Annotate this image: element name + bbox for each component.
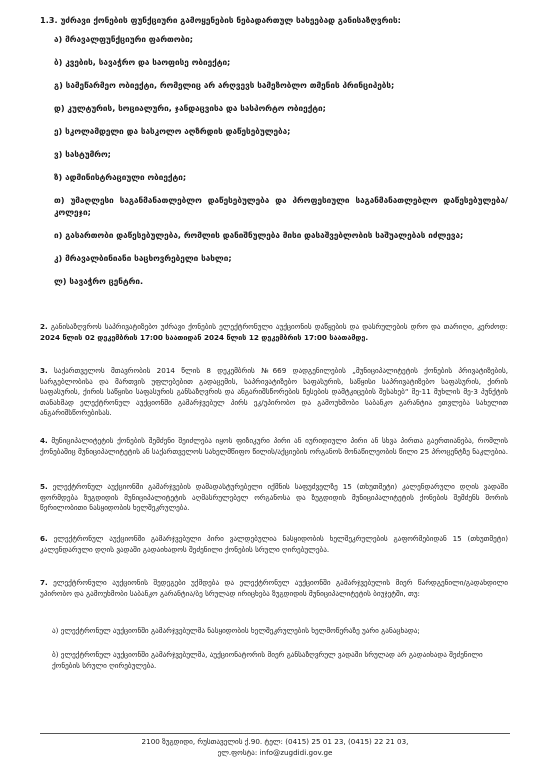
paragraph-number: 2. (40, 322, 48, 331)
list-item: ბ) კვების, სავაჭრო და საოფისე ობიექტი; (54, 57, 231, 67)
section-lead: 1.3. უძრავი ქონების ფუნქციური გამოყენების ნებადართულ სახეებად განისაზღვრის: (40, 15, 401, 25)
paragraph-3 (40, 366, 508, 419)
list-item: ზ) ადმინისტრაციული ობიექტი; (54, 172, 187, 182)
usage-types-list (40, 14, 508, 298)
paragraph-number: 4. (40, 436, 48, 445)
list-item: კ) მრავალბინიანი საცხოვრებელი სახლი; (54, 253, 232, 263)
list-item: ი) გასართობი დაწესებულება, რომლის დანიშნულება მისი დასაშვებლობის საშუალებას იძლევა; (54, 230, 464, 240)
sub-item: ბ) ელექტრონულ აუქციონში გამარჯვებულმა, აუქციონატორის მიერ განსაზღვრულ ვადაში სრულად არ გადაიხადა შეძენილი ქონების სრული ღირებულება. (52, 650, 483, 670)
list-item: ლ) სავაჭრო ცენტრი. (54, 276, 144, 286)
paragraph-number: 6. (40, 534, 48, 543)
paragraph-4 (40, 436, 508, 457)
footer-divider (40, 733, 510, 734)
paragraph-text: მუნიციპალიტეტის ქონების შემძენი შეიძლება იყოს ფიზიკური პირი ან იურიდიული პირი ან სხვა პირთა გაერთიანება, რომლის ქონებაშიც მუნიციპალიტეტის ან საქართველოს სახელმწიფო წილის/აქციების ორგანოს მონაწილეობის წილი 25 პროცენტზე ნაკლებია. (40, 436, 508, 456)
paragraph-number: 3. (40, 366, 48, 375)
paragraph-text: საქართველოს მთავრობის 2014 წლის 8 დეკემბრის №669 დადგენილების „მუნიციპალიტეტის ქონების პრივატიზების, სარგებლობისა და მართვის უფლებებით გადაცემის, საპრივატიზებო საფასურის, საწყისი საპრივატიზებო საფასურის, ქირის საფასურის, ქირის საწყისი საფასურის განსაზღვრის და ანგარიშსწორების წესების დამტკიცების შესახებ“ მე-11 მუხლის მე-3 პუნქტის თანახმად ელექტრონულ აუქციონში გამარჯვებულ პირს ეკ/უპირობო და გამოუხმობი საბანკო გარანტია ეთვლება სახელით ანგარიშსწორებისას. (40, 366, 508, 417)
paragraph-number: 7. (40, 578, 48, 587)
paragraph-2 (40, 322, 508, 343)
footer-address: 2100 ზუგდიდი, რუსთაველის ქ.90. ტელ: (0415) 25 01 23, (0415) 22 21 03, (141, 737, 409, 746)
paragraph-number: 5. (40, 482, 48, 491)
paragraph-6 (40, 534, 508, 555)
list-item: თ) უმაღლესი საგანმანათლებლო დაწესებულება და პროფესიული საგანმანათლებლო დაწესებულება/კოლეჯი; (54, 195, 508, 217)
footer-email: ელ.ფოსტა: info@zugdidi.gov.ge (217, 748, 333, 757)
list-item: ა) მრავალფუნქციური ფართობი; (54, 34, 194, 44)
list-item: გ) სამეწარმეო ობიექტი, რომელიც არ არღვევს სამეზობლო თმენის პრინციპებს; (54, 80, 395, 90)
paragraph-text: განისაზღვროს საპრივატიზებო უძრავი ქონების ელექტრონული აუქციონის დაწყების და დასრულების დრო და თარიღი, კერძოდ: (50, 322, 508, 331)
paragraph-7 (40, 578, 508, 599)
paragraph-text: ელექტრონული აუქციონის შედეგები უქმდება და ელექტრონულ აუქციონში გამარჯვებულის მიერ წარდგენილი/გადახდილი უპირობო და გამოუხმობი საბანკო გარანტია/ბე სრულად ირიცხება ზუგდიდის მუნიციპალიტეტის ბიუჯეტში, თუ: (40, 578, 508, 598)
paragraph-text: ელექტრონულ აუქციონში გამარჯვების დამადასტურებელი იქმნის საფუძველზე 15 (თხუთმეტი) კალენდარული დღის ვადაში ფორმდება ზუგდიდის მუნიციპალიტეტის აღმასრულებელ ორგანოსა და ზუგდიდის მუნიციპალიტეტის ქონების შემძენს შორის წერილობითი ნასყიდობის ხელშეკრულება. (40, 482, 508, 512)
paragraph-5 (40, 482, 508, 514)
auction-dates: 2024 წლის 02 დეკემბრის 17:00 საათიდან 2024 წლის 12 დეკემბრის 17:00 საათამდე. (40, 332, 369, 342)
sub-item: ა) ელექტრონულ აუქციონში გამარჯვებულმა ნასყიდობის ხელშეკრულების ხელმოწერაზე უარი განაცხადა; (52, 626, 420, 635)
paragraph-text: ელექტრონულ აუქციონში გამარჯვებული პირი ვალდებულია ნასყიდობის ხელშეკრულების გაფორმებიდან 15 (თხუთმეტი) კალენდარული დღის ვადაში გადაიხადოს შეძენილი ქონების სრული ღირებულება. (40, 534, 508, 554)
list-item: ე) სკოლამდელი და სასკოლო აღზრდის დაწესებულება; (54, 126, 291, 136)
list-item: დ) კულტურის, სოციალური, ჯანდაცვისა და სასპორტო ობიექტი; (54, 103, 326, 113)
list-item: ვ) სასტუმრო; (54, 149, 111, 159)
